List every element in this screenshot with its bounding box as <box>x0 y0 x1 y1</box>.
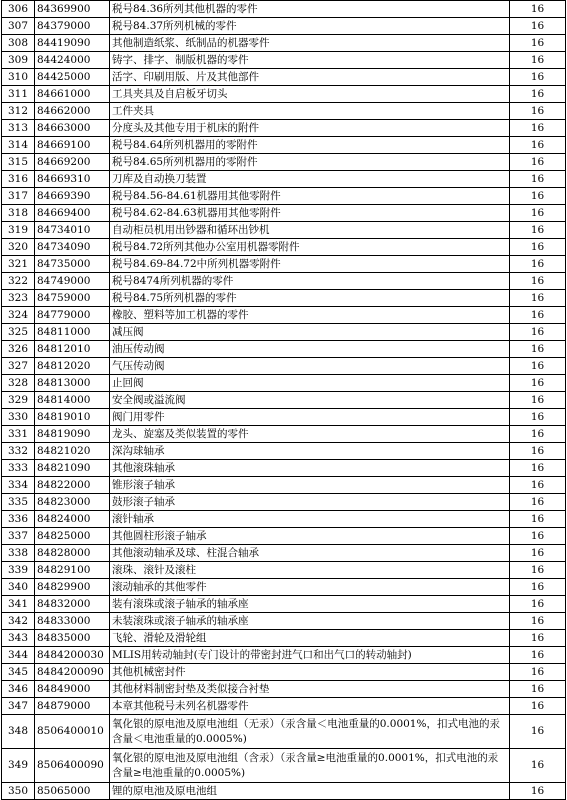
tariff-code: 84812020 <box>35 358 110 375</box>
product-name: 鼓形滚子轴承 <box>110 494 510 511</box>
row-number: 314 <box>2 137 35 154</box>
table-row <box>2 222 566 239</box>
tariff-code: 84734010 <box>35 222 110 239</box>
table-row <box>2 205 566 222</box>
product-name: 其他制造纸浆、纸制品的机器零件 <box>110 35 510 52</box>
tax-rate: 16 <box>510 511 566 528</box>
tariff-code: 84779000 <box>35 307 110 324</box>
table-row <box>2 154 566 171</box>
tax-rate: 16 <box>510 35 566 52</box>
product-name: MLIS用转动轴封(专门设计的带密封进气口和出气口的转动轴封) <box>110 647 510 664</box>
tariff-code: 84419090 <box>35 35 110 52</box>
row-number: 330 <box>2 409 35 426</box>
product-name: 税号8474所列机器的零件 <box>110 273 510 290</box>
table-row <box>2 341 566 358</box>
tax-rate: 16 <box>510 18 566 35</box>
tax-rate: 16 <box>510 477 566 494</box>
row-number: 335 <box>2 494 35 511</box>
tax-rate: 16 <box>510 188 566 205</box>
tax-rate: 16 <box>510 222 566 239</box>
table-row <box>2 562 566 579</box>
product-name: 安全阀或溢流阀 <box>110 392 510 409</box>
tax-rate: 16 <box>510 596 566 613</box>
tax-rate: 16 <box>510 120 566 137</box>
tariff-code: 8484200090 <box>35 664 110 681</box>
row-number: 319 <box>2 222 35 239</box>
row-number: 329 <box>2 392 35 409</box>
tax-rate: 16 <box>510 426 566 443</box>
tax-rate: 16 <box>510 256 566 273</box>
product-name: 税号84.56-84.61机器用其他零附件 <box>110 188 510 205</box>
table-row <box>2 443 566 460</box>
tariff-code: 84819090 <box>35 426 110 443</box>
row-number: 306 <box>2 1 35 18</box>
row-number: 347 <box>2 698 35 715</box>
row-number: 337 <box>2 528 35 545</box>
table-row <box>2 528 566 545</box>
tax-rate: 16 <box>510 715 566 749</box>
row-number: 326 <box>2 341 35 358</box>
tax-rate: 16 <box>510 783 566 800</box>
table-row <box>2 188 566 205</box>
product-name: 止回阀 <box>110 375 510 392</box>
table-row <box>2 477 566 494</box>
table-row <box>2 681 566 698</box>
tax-rate: 16 <box>510 545 566 562</box>
tax-rate: 16 <box>510 562 566 579</box>
table-row <box>2 715 566 749</box>
tariff-code: 84825000 <box>35 528 110 545</box>
product-name: 税号84.37所列机械的零件 <box>110 18 510 35</box>
product-name: 税号84.64所列机器用的零附件 <box>110 137 510 154</box>
table-row <box>2 103 566 120</box>
row-number: 334 <box>2 477 35 494</box>
row-number: 320 <box>2 239 35 256</box>
tariff-code: 84821090 <box>35 460 110 477</box>
table-row <box>2 460 566 477</box>
tariff-code: 84822000 <box>35 477 110 494</box>
product-name: 滚珠、滚针及滚柱 <box>110 562 510 579</box>
tax-rate: 16 <box>510 103 566 120</box>
table-row <box>2 545 566 562</box>
row-number: 324 <box>2 307 35 324</box>
product-name: 减压阀 <box>110 324 510 341</box>
tariff-code: 84669200 <box>35 154 110 171</box>
row-number: 308 <box>2 35 35 52</box>
tariff-code: 84812010 <box>35 341 110 358</box>
tariff-code: 84663000 <box>35 120 110 137</box>
tariff-code: 84734090 <box>35 239 110 256</box>
tax-rate: 16 <box>510 579 566 596</box>
row-number: 350 <box>2 783 35 800</box>
table-row <box>2 647 566 664</box>
product-name: 工件夹具 <box>110 103 510 120</box>
tariff-code: 84811000 <box>35 324 110 341</box>
product-name: 税号84.75所列机器的零件 <box>110 290 510 307</box>
row-number: 339 <box>2 562 35 579</box>
row-number: 323 <box>2 290 35 307</box>
table-row <box>2 273 566 290</box>
tax-rate: 16 <box>510 154 566 171</box>
row-number: 309 <box>2 52 35 69</box>
table-row <box>2 1 566 18</box>
table-row <box>2 52 566 69</box>
table-row <box>2 120 566 137</box>
tax-rate: 16 <box>510 137 566 154</box>
table-row <box>2 494 566 511</box>
product-name: 活字、印刷用版、片及其他部件 <box>110 69 510 86</box>
row-number: 318 <box>2 205 35 222</box>
tax-rate: 16 <box>510 528 566 545</box>
row-number: 344 <box>2 647 35 664</box>
table-row <box>2 86 566 103</box>
product-name: 龙头、旋塞及类似装置的零件 <box>110 426 510 443</box>
table-row <box>2 596 566 613</box>
row-number: 345 <box>2 664 35 681</box>
product-name: 锥形滚子轴承 <box>110 477 510 494</box>
tariff-code: 84819010 <box>35 409 110 426</box>
product-name: 其他滚动轴承及球、柱混合轴承 <box>110 545 510 562</box>
product-name: 橡胶、塑料等加工机器的零件 <box>110 307 510 324</box>
tax-rate: 16 <box>510 324 566 341</box>
tax-rate: 16 <box>510 52 566 69</box>
product-name: 本章其他税号未列名机器零件 <box>110 698 510 715</box>
tariff-code: 84821020 <box>35 443 110 460</box>
table-row <box>2 664 566 681</box>
table-row <box>2 409 566 426</box>
tariff-code: 84425000 <box>35 69 110 86</box>
product-name: 其他滚珠轴承 <box>110 460 510 477</box>
tax-rate: 16 <box>510 86 566 103</box>
product-name: 税号84.36所列其他机器的零件 <box>110 1 510 18</box>
table-row <box>2 171 566 188</box>
table-row <box>2 307 566 324</box>
row-number: 331 <box>2 426 35 443</box>
tax-rate: 16 <box>510 375 566 392</box>
product-name: 气压传动阀 <box>110 358 510 375</box>
tariff-code: 84824000 <box>35 511 110 528</box>
row-number: 310 <box>2 69 35 86</box>
product-name: 自动柜员机用出钞器和循环出钞机 <box>110 222 510 239</box>
tariff-code: 84813000 <box>35 375 110 392</box>
product-name: 滚动轴承的其他零件 <box>110 579 510 596</box>
tax-rate: 16 <box>510 205 566 222</box>
tariff-code: 84833000 <box>35 613 110 630</box>
product-name: 氧化银的原电池及原电池组（无汞）（汞含量＜电池重量的0.0001%，扣式电池的汞含量＜电池重量的0.0005%) <box>110 715 510 749</box>
product-name: 滚针轴承 <box>110 511 510 528</box>
table-row <box>2 783 566 800</box>
product-name: 锂的原电池及原电池组 <box>110 783 510 800</box>
tariff-code: 84369900 <box>35 1 110 18</box>
product-name: 税号84.69-84.72中所列机器零附件 <box>110 256 510 273</box>
product-name: 深沟球轴承 <box>110 443 510 460</box>
tariff-code: 84759000 <box>35 290 110 307</box>
product-name: 阀门用零件 <box>110 409 510 426</box>
row-number: 338 <box>2 545 35 562</box>
product-name: 其他圆柱形滚子轴承 <box>110 528 510 545</box>
table-row <box>2 18 566 35</box>
table-row <box>2 324 566 341</box>
tax-rate: 16 <box>510 1 566 18</box>
product-name: 工具夹具及自启板牙切头 <box>110 86 510 103</box>
tax-rate: 16 <box>510 630 566 647</box>
tariff-table-body <box>2 1 566 800</box>
tax-rate: 16 <box>510 647 566 664</box>
tax-rate: 16 <box>510 664 566 681</box>
tax-rate: 16 <box>510 460 566 477</box>
tariff-code: 8506400090 <box>35 749 110 783</box>
tax-rate: 16 <box>510 171 566 188</box>
tariff-code: 84823000 <box>35 494 110 511</box>
row-number: 349 <box>2 749 35 783</box>
row-number: 313 <box>2 120 35 137</box>
table-row <box>2 613 566 630</box>
product-name: 刀库及自动换刀装置 <box>110 171 510 188</box>
tax-rate: 16 <box>510 494 566 511</box>
tax-rate: 16 <box>510 341 566 358</box>
table-row <box>2 137 566 154</box>
product-name: 税号84.72所列其他办公室用机器零附件 <box>110 239 510 256</box>
row-number: 343 <box>2 630 35 647</box>
row-number: 348 <box>2 715 35 749</box>
row-number: 346 <box>2 681 35 698</box>
tariff-code: 84829100 <box>35 562 110 579</box>
table-row <box>2 239 566 256</box>
row-number: 322 <box>2 273 35 290</box>
row-number: 336 <box>2 511 35 528</box>
table-row <box>2 35 566 52</box>
tax-rate: 16 <box>510 358 566 375</box>
row-number: 332 <box>2 443 35 460</box>
tax-rate: 16 <box>510 69 566 86</box>
row-number: 311 <box>2 86 35 103</box>
tariff-code: 84424000 <box>35 52 110 69</box>
row-number: 325 <box>2 324 35 341</box>
table-row <box>2 256 566 273</box>
tariff-table <box>1 0 566 800</box>
product-name: 飞轮、滑轮及滑轮组 <box>110 630 510 647</box>
row-number: 341 <box>2 596 35 613</box>
table-row <box>2 698 566 715</box>
table-row <box>2 375 566 392</box>
tax-rate: 16 <box>510 290 566 307</box>
tax-rate: 16 <box>510 698 566 715</box>
row-number: 327 <box>2 358 35 375</box>
product-name: 铸字、排字、制版机器的零件 <box>110 52 510 69</box>
tariff-code: 84849000 <box>35 681 110 698</box>
product-name: 装有滚珠或滚子轴承的轴承座 <box>110 596 510 613</box>
table-row <box>2 749 566 783</box>
tariff-code: 84669310 <box>35 171 110 188</box>
tax-rate: 16 <box>510 443 566 460</box>
tariff-code: 84669100 <box>35 137 110 154</box>
product-name: 油压传动阀 <box>110 341 510 358</box>
tax-rate: 16 <box>510 307 566 324</box>
tax-rate: 16 <box>510 613 566 630</box>
row-number: 328 <box>2 375 35 392</box>
tariff-code: 84735000 <box>35 256 110 273</box>
product-name: 其他机械密封件 <box>110 664 510 681</box>
product-name: 税号84.65所列机器用的零附件 <box>110 154 510 171</box>
table-row <box>2 69 566 86</box>
row-number: 333 <box>2 460 35 477</box>
row-number: 340 <box>2 579 35 596</box>
row-number: 312 <box>2 103 35 120</box>
tax-rate: 16 <box>510 749 566 783</box>
tax-rate: 16 <box>510 392 566 409</box>
tariff-code: 84828000 <box>35 545 110 562</box>
tariff-code: 84835000 <box>35 630 110 647</box>
tax-rate: 16 <box>510 681 566 698</box>
tariff-code: 84379000 <box>35 18 110 35</box>
row-number: 316 <box>2 171 35 188</box>
tariff-code: 8506400010 <box>35 715 110 749</box>
tariff-code: 85065000 <box>35 783 110 800</box>
tariff-code: 84749000 <box>35 273 110 290</box>
product-name: 分度头及其他专用于机床的附件 <box>110 120 510 137</box>
row-number: 315 <box>2 154 35 171</box>
tariff-code: 84669400 <box>35 205 110 222</box>
table-row <box>2 290 566 307</box>
row-number: 342 <box>2 613 35 630</box>
tax-rate: 16 <box>510 409 566 426</box>
tariff-code: 84814000 <box>35 392 110 409</box>
tariff-code: 8484200030 <box>35 647 110 664</box>
product-name: 未装滚珠或滚子轴承的轴承座 <box>110 613 510 630</box>
table-row <box>2 511 566 528</box>
tariff-code: 84669390 <box>35 188 110 205</box>
table-row <box>2 579 566 596</box>
row-number: 307 <box>2 18 35 35</box>
product-name: 其他材料制密封垫及类似接合衬垫 <box>110 681 510 698</box>
tariff-code: 84829900 <box>35 579 110 596</box>
tax-rate: 16 <box>510 273 566 290</box>
tariff-code: 84879000 <box>35 698 110 715</box>
row-number: 317 <box>2 188 35 205</box>
table-row <box>2 392 566 409</box>
tariff-code: 84832000 <box>35 596 110 613</box>
table-row <box>2 426 566 443</box>
product-name: 氧化银的原电池及原电池组（含汞）（汞含量≥电池重量的0.0001%，扣式电池的汞含量≥电池重量的0.0005%) <box>110 749 510 783</box>
row-number: 321 <box>2 256 35 273</box>
tariff-code: 84661000 <box>35 86 110 103</box>
tariff-code: 84662000 <box>35 103 110 120</box>
table-row <box>2 630 566 647</box>
tax-rate: 16 <box>510 239 566 256</box>
table-row <box>2 358 566 375</box>
product-name: 税号84.62-84.63机器用其他零附件 <box>110 205 510 222</box>
